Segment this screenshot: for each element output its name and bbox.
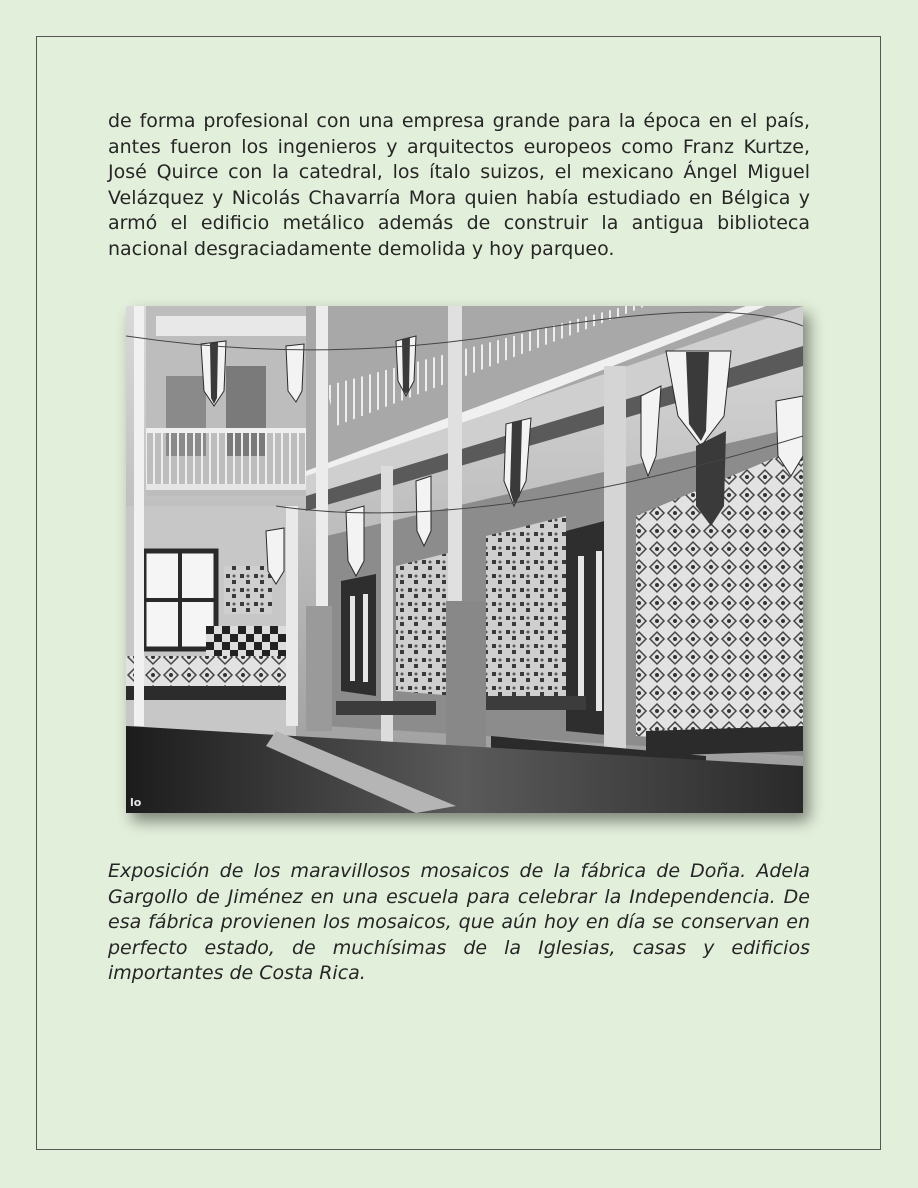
photo-caption: Exposición de los maravillosos mosaicos de la fábrica de Doña. Adela Gargollo de Jiménez en una escuela para celebrar la Independencia. De esa fábrica provienen los mosaicos, que aún hoy en día se conservan en perfecto estado, de muchísimas de la Iglesias, casas y edificios importantes de Costa Rica. bbox=[108, 860, 810, 984]
body-paragraph: de forma profesional con una empresa grande para la época en el país, antes fueron los ingenieros y arquitectos europeos como Franz Kurtze, José Quirce con la catedral, los ítalo suizos, el mexicano Ángel Miguel Velázquez y Nicolás Chavarría Mora quien había estudiado en Bélgica y armó el edificio metálico además de construir la antigua biblioteca nacional desgraciadamente demolida y hoy parqueo. bbox=[108, 110, 810, 260]
photo-corner-mark: lo bbox=[130, 796, 142, 809]
historical-photo bbox=[126, 306, 803, 813]
photo-illustration bbox=[126, 306, 803, 813]
